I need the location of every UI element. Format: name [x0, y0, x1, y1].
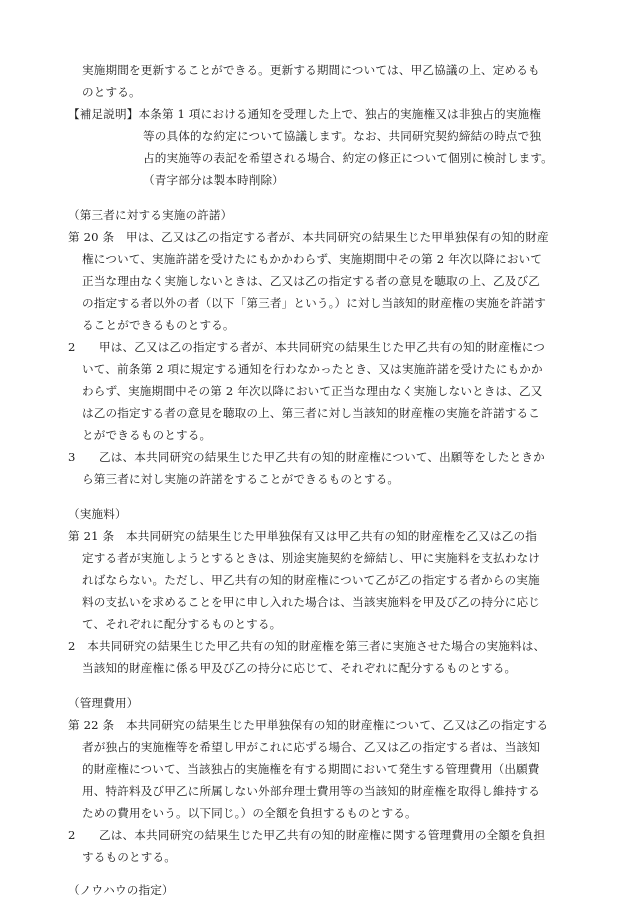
- article-21-line: 第 21 条 本共同研究の結果生じた甲単独保有又は甲乙共有の知的財産権を乙又は乙の指: [68, 529, 537, 543]
- article-20-line: 権について、実施許諾を受けたにもかかわらず、実施期間中その第 2 年次以降において: [82, 252, 543, 266]
- section-heading-know-how: （ノウハウの指定）: [68, 883, 174, 897]
- section-heading-royalty: （実施料）: [68, 507, 127, 521]
- section-heading-management-costs: （管理費用）: [68, 696, 139, 710]
- section-heading-third-party-license: （第三者に対する実施の許諾）: [68, 208, 233, 222]
- supplementary-note-remark: （青字部分は製本時削除）: [143, 173, 284, 187]
- article-21-para2-line: 当該知的財産権に係る甲及び乙の持分に応じて、それぞれに配分するものとする。: [82, 661, 517, 675]
- article-21-line: て、それぞれに配分するものとする。: [82, 617, 282, 631]
- article-22-para2-line: するものとする。: [82, 850, 176, 864]
- article-20-para3-line: ら第三者に対し実施の許諾をすることができるものとする。: [82, 472, 400, 486]
- supplementary-note-line: 等の具体的な約定について協議します。なお、共同研究契約締結の時点で独: [143, 129, 542, 143]
- article-21-line: 料の支払いを求めることを甲に申し入れた場合は、当該実施料を甲及び乙の持分に応じ: [82, 595, 541, 609]
- supplementary-note-line: 【補足説明】本条第 1 項における通知を受理した上で、独占的実施権又は非独占的実施権: [68, 107, 541, 121]
- article-20-line: の指定する者以外の者（以下「第三者」という。）に対し当該知的財産権の実施を許諾す: [82, 296, 546, 310]
- article-20-para2-line: いて、前条第 2 項に規定する通知を行わなかったとき、又は実施許諾を受けたにもかか: [82, 362, 543, 376]
- article-20-para3-line: 3 乙は、本共同研究の結果生じた甲乙共有の知的財産権について、出願等をしたときか: [68, 450, 545, 464]
- article-20-para2-line: わらず、実施期間中その第 2 年次以降において正当な理由なく実施しないときは、乙又: [82, 384, 543, 398]
- article-20-line: 正当な理由なく実施しないときは、乙又は乙の指定する者の意見を聴取の上、乙及び乙: [82, 274, 541, 288]
- article-22-line: 者が独占的実施権等を希望し甲がこれに応ずる場合、乙又は乙の指定する者は、当該知: [82, 740, 541, 754]
- article-22-line: 的財産権について、当該独占的実施権を有する期間において発生する管理費用（出願費: [82, 762, 540, 776]
- text-line: のとする。: [82, 85, 141, 99]
- article-21-line: 定する者が実施しようとするときは、別途実施契約を締結し、甲に実施料を支払わなけ: [82, 551, 541, 565]
- article-22-line: 第 22 条 本共同研究の結果生じた甲単独保有の知的財産権について、乙又は乙の指定する: [68, 718, 549, 732]
- article-20-line: ることができるものとする。: [82, 318, 235, 332]
- article-22-line: ための費用をいう。以下同じ。）の全額を負担するものとする。: [82, 806, 417, 820]
- article-22-line: 用、特許料及び甲乙に所属しない外部弁理士費用等の当該知的財産権を取得し維持する: [82, 784, 541, 798]
- article-21-para2-line: 2 本共同研究の結果生じた甲乙共有の知的財産権を第三者に実施させた場合の実施料は、: [68, 639, 546, 653]
- article-20-para2-line: とができるものとする。: [82, 428, 212, 442]
- article-20-para2-line: は乙の指定する者の意見を聴取の上、第三者に対し当該知的財産権の実施を許諾するこ: [82, 406, 541, 420]
- article-20-line: 第 20 条 甲は、乙又は乙の指定する者が、本共同研究の結果生じた甲単独保有の知的財産: [68, 230, 549, 244]
- article-22-para2-line: 2 乙は、本共同研究の結果生じた甲乙共有の知的財産権に関する管理費用の全額を負担: [68, 828, 546, 842]
- article-20-para2-line: 2 甲は、乙又は乙の指定する者が、本共同研究の結果生じた甲乙共有の知的財産権につ: [68, 340, 546, 354]
- text-line: 実施期間を更新することができる。更新する期間については、甲乙協議の上、定めるも: [82, 63, 540, 77]
- article-21-line: ればならない。ただし、甲乙共有の知的財産権について乙が乙の指定する者からの実施: [82, 573, 540, 587]
- supplementary-note-line: 占的実施等の表記を希望される場合、約定の修正について個別に検討します。: [143, 151, 553, 165]
